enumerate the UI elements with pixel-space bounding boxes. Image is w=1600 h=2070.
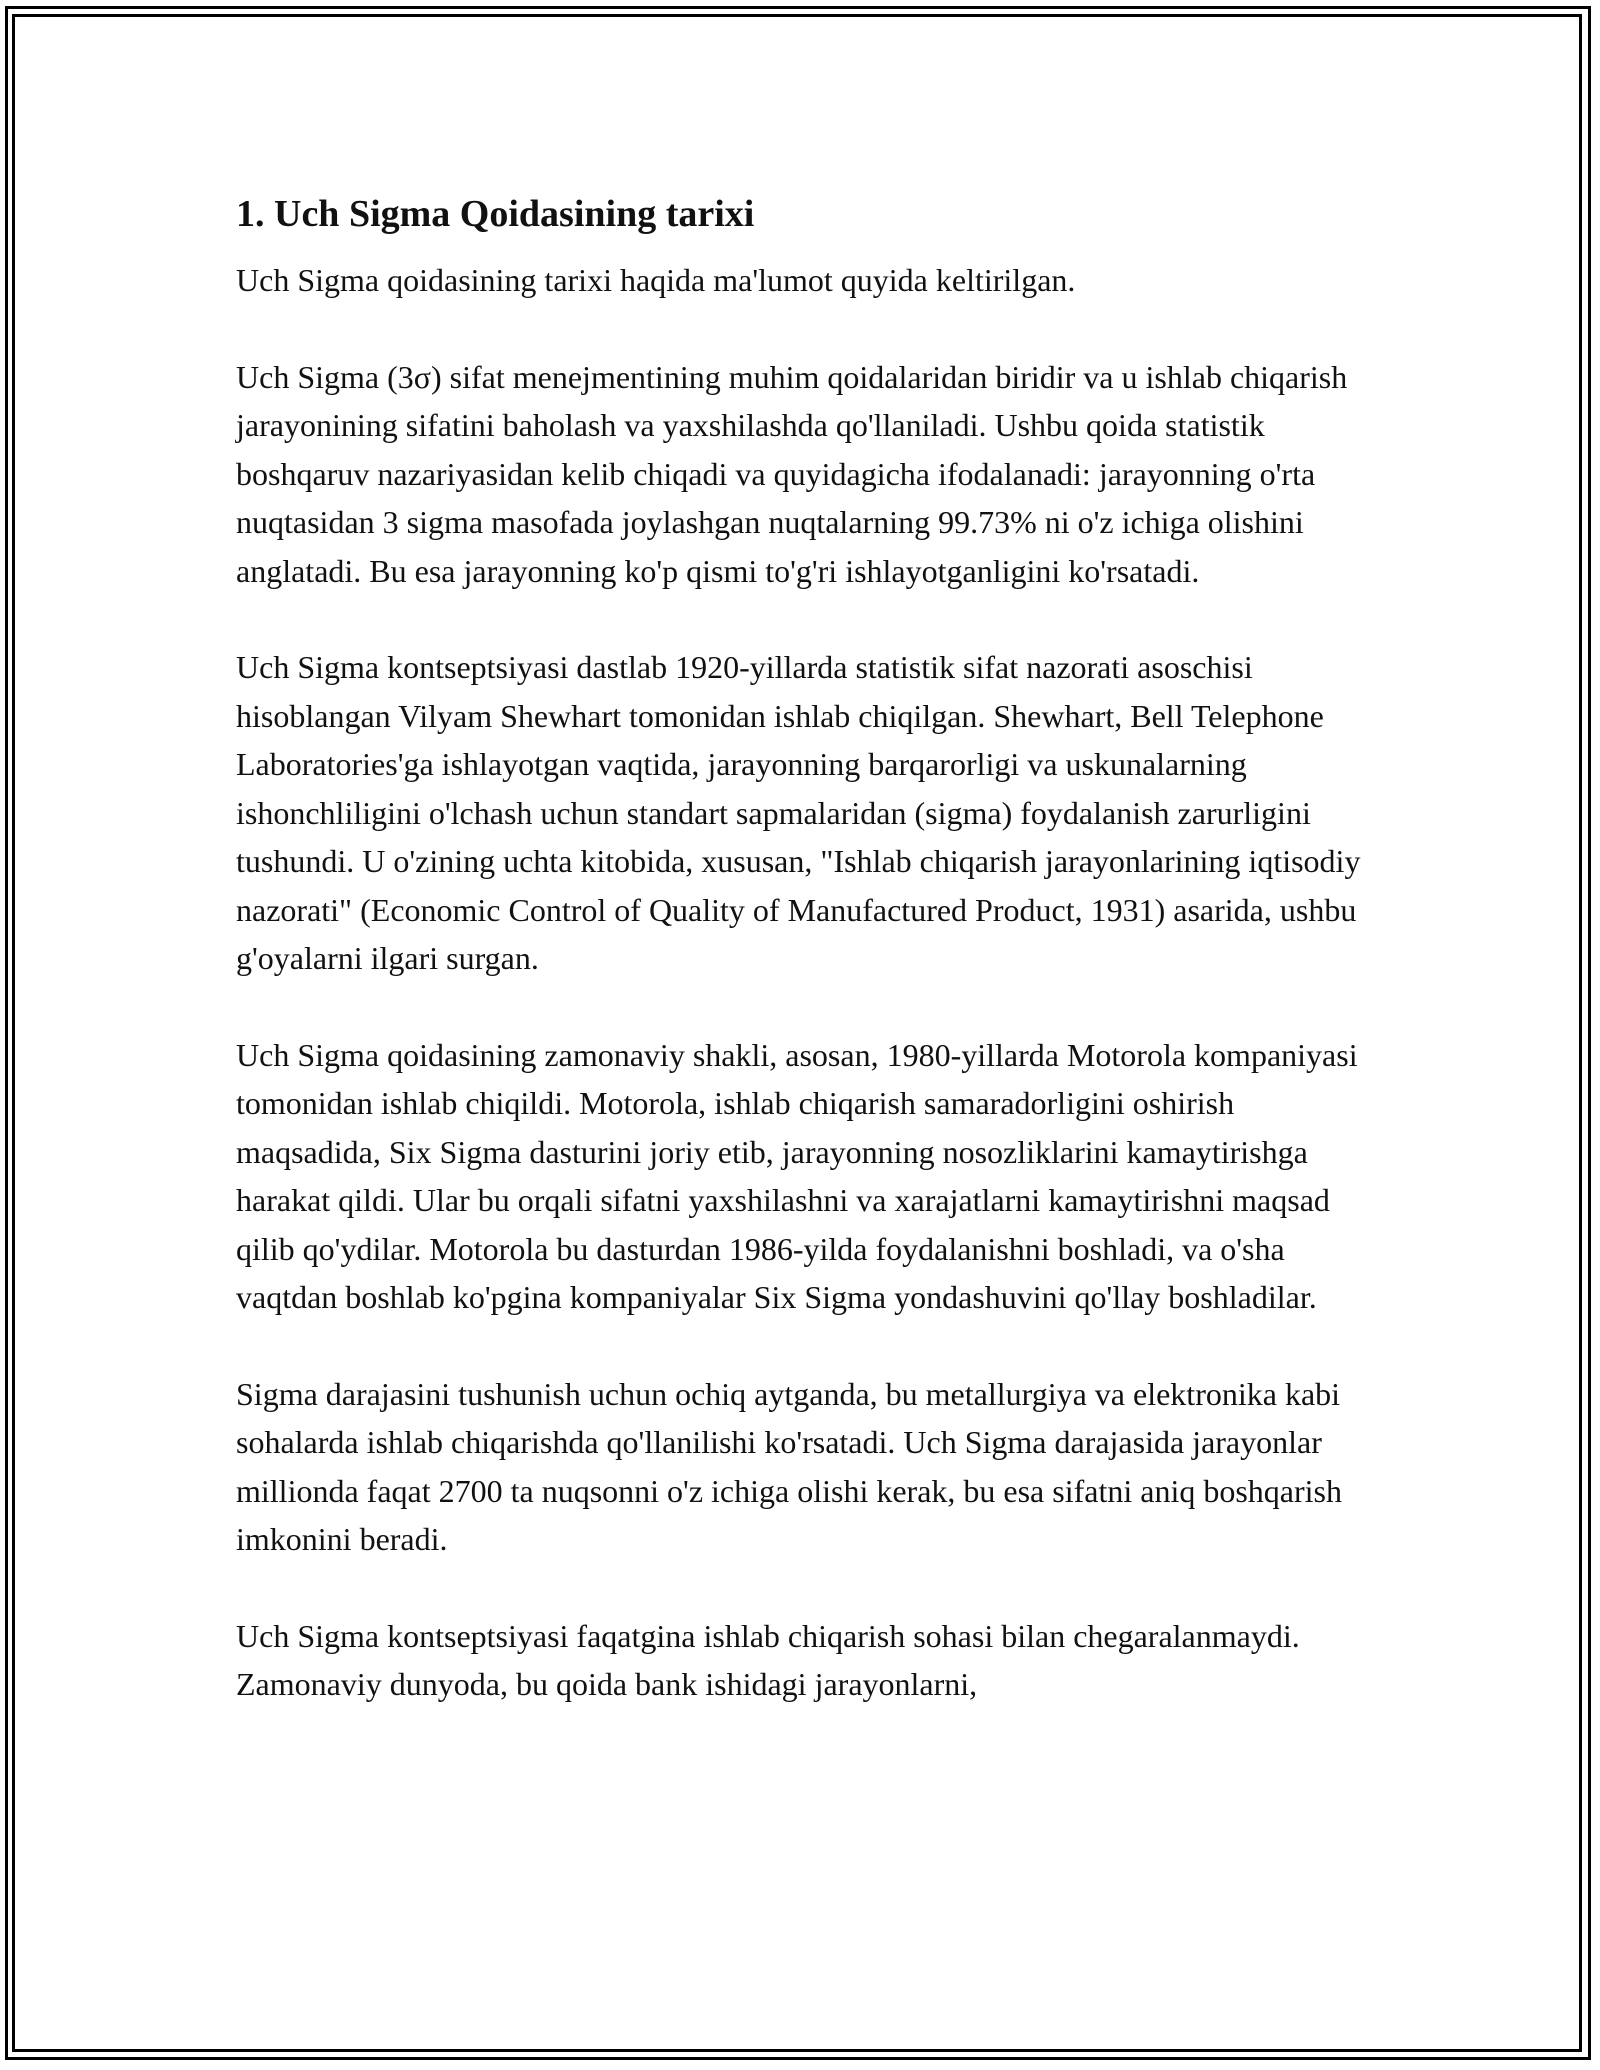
- paragraph-definition: Uch Sigma (3σ) sifat menejmentining muhim qoidalaridan biridir va u ishlab chiqarish jarayonining sifatini baholash va yaxshilashda qo'llaniladi. Ushbu qoida statistik boshqaruv nazariyasidan kelib chiqadi va quyidagicha ifodalanadi: jarayonning o'rta nuqtasidan 3 sigma masofada joylashgan nuqtalarning 99.73% ni o'z ichiga olishini anglatadi. Bu esa jarayonning ko'p qismi to'g'ri ishlayotganligini ko'rsatadi.: [236, 358, 1348, 589]
- document-body: [236, 186, 1376, 1757]
- paragraph-sigma-level: Sigma darajasini tushunish uchun ochiq aytganda, bu metallurgiya va elektronika kabi sohalarda ishlab chiqarishda qo'llanilishi ko'rsatadi. Uch Sigma darajasida jarayonlar millionda faqat 2700 ta nuqsonni o'z ichiga olishi kerak, bu esa sifatni aniq boshqarish imkonini beradi.: [236, 1375, 1342, 1557]
- section-heading: 1. Uch Sigma Qoidasining tarixi: [236, 193, 755, 235]
- paragraph-shewhart: Uch Sigma kontseptsiyasi dastlab 1920-yillarda statistik sifat nazorati asoschisi hisoblangan Vilyam Shewhart tomonidan ishlab chiqilgan. Shewhart, Bell Telephone Laboratories'ga ishlayotgan vaqtida, jarayonning barqarorligi va uskunalarning ishonchliligini o'lchash uchun standart sapmalaridan (sigma) foydalanish zarurligini tushundi. U o'zining uchta kitobida, xususan, "Ishlab chiqarish jarayonlarining iqtisodiy nazorati" (Economic Control of Quality of Manufactured Product, 1931) asarida, ushbu g'oyalarni ilgari surgan.: [236, 649, 1361, 976]
- paragraph-intro: Uch Sigma qoidasining tarixi haqida ma'lumot quyida keltirilgan.: [236, 262, 1076, 298]
- paragraph-applications: Uch Sigma kontseptsiyasi faqatgina ishlab chiqarish sohasi bilan chegaralanmaydi. Zamonaviy dunyoda, bu qoida bank ishidagi jarayonlarni,: [236, 1617, 1300, 1702]
- paragraph-motorola: Uch Sigma qoidasining zamonaviy shakli, asosan, 1980-yillarda Motorola kompaniyasi tomonidan ishlab chiqildi. Motorola, ishlab chiqarish samaradorligini oshirish maqsadida, Six Sigma dasturini joriy etib, jarayonning nosozliklarini kamaytirishga harakat qildi. Ular bu orqali sifatni yaxshilashni va xarajatlarni kamaytirishni maqsad qilib qo'ydilar. Motorola bu dasturdan 1986-yilda foydalanishni boshladi, va o'sha vaqtdan boshlab ko'pgina kompaniyalar Six Sigma yondashuvini qo'llay boshladilar.: [236, 1036, 1358, 1315]
